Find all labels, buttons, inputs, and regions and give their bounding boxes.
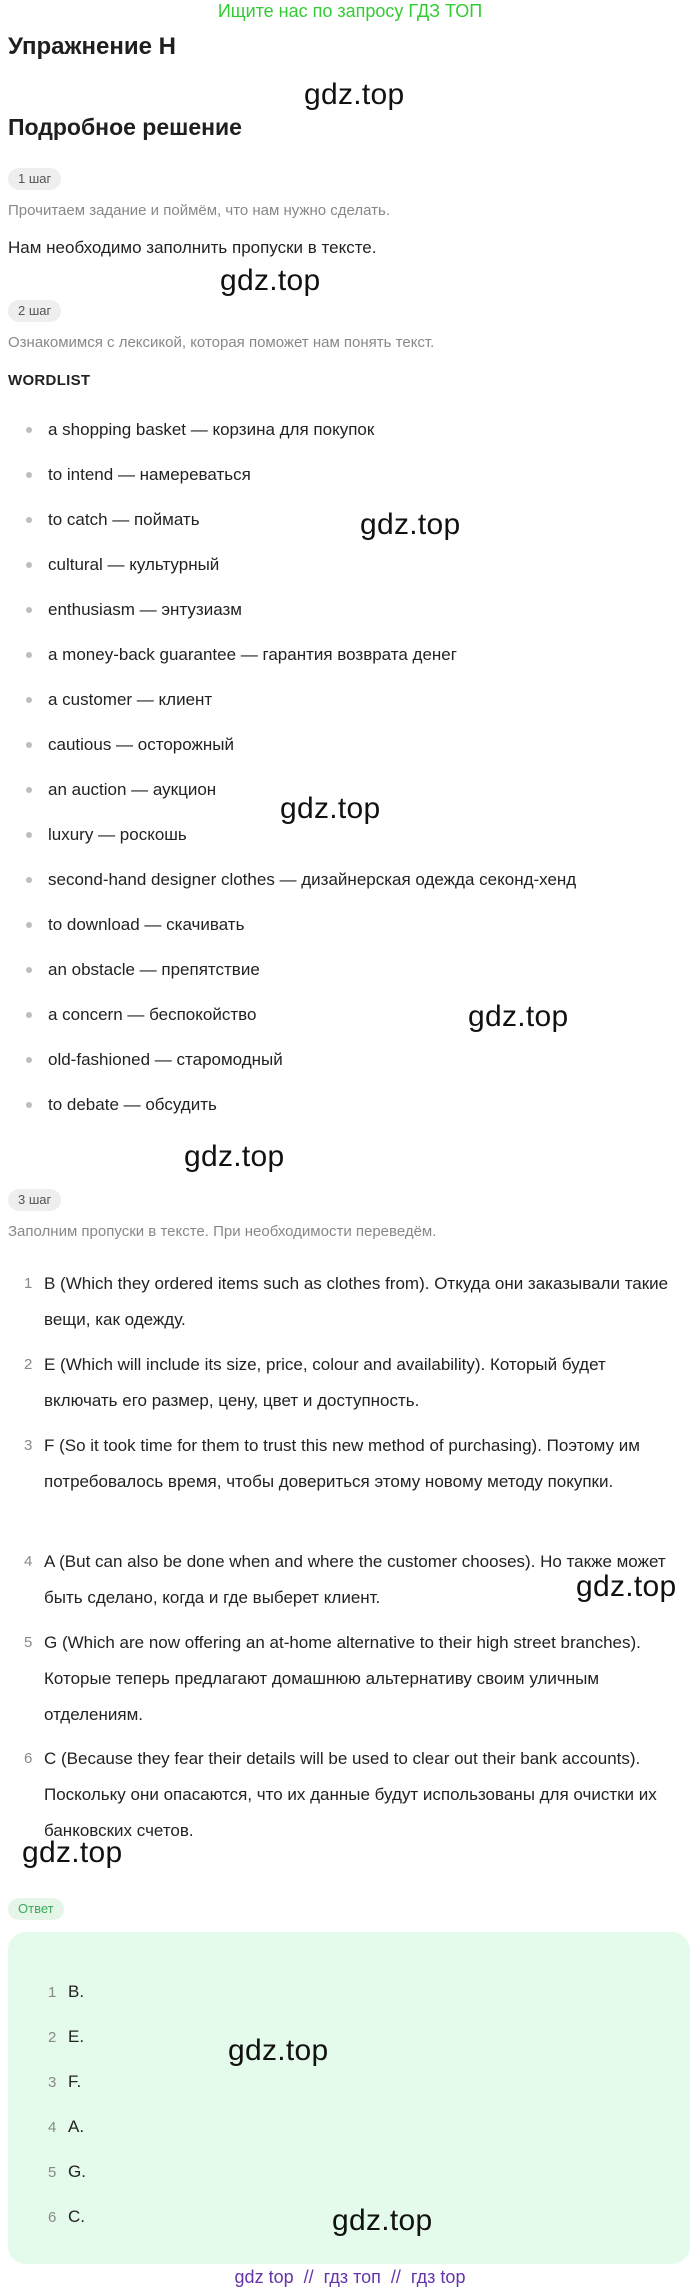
answer-value: F. [68,2072,82,2091]
item-number: 6 [48,2209,57,2226]
word-entry: a concern — беспокойство [48,1005,257,1024]
item-number: 2 [24,1356,33,1373]
bullet-icon [26,1012,32,1018]
bullet-icon [26,1057,32,1063]
watermark: gdz.top [22,1836,123,1869]
bullet-icon [26,742,32,748]
list-item [0,508,700,553]
list-item [0,418,700,463]
word-entry: old-fashioned — старомодный [48,1050,283,1069]
bullet-icon [26,517,32,523]
list-item [0,913,700,958]
word-entry: luxury — роскошь [48,825,187,844]
bullet-icon [26,472,32,478]
watermark: gdz.top [304,78,405,111]
list-item [0,868,700,913]
item-number: 4 [24,1553,33,1570]
watermark: gdz.top [220,264,321,297]
list-item [0,958,700,1003]
answer-value: C. [68,2207,85,2226]
bullet-icon [26,922,32,928]
word-entry: an obstacle — препятствие [48,960,260,979]
list-item [48,2117,84,2137]
answer-badge-label: Ответ [8,1898,64,1920]
watermark: gdz.top [184,1140,285,1173]
word-entry: a money-back guarantee — гарантия возврата денег [48,645,457,664]
watermark: gdz.top [468,1000,569,1033]
bullet-icon [26,607,32,613]
word-entry: a customer — клиент [48,690,213,709]
wordlist-title: WORDLIST [8,372,91,389]
item-text: A (But can also be done when and where the customer chooses). Но также может быть сделано, когда и где выберет клиент. [44,1552,666,1607]
bullet-icon [26,832,32,838]
list-item [48,1982,84,2002]
answer-value: B. [68,1982,85,2001]
list-item [0,823,700,868]
gap-fill-list [0,1266,700,1857]
watermark: gdz.top [360,508,461,541]
watermark: gdz.top [280,792,381,825]
list-item [0,1048,700,1093]
bullet-icon [26,1102,32,1108]
list-item [48,2207,85,2227]
answer-value: E. [68,2027,85,2046]
word-entry: cautious — осторожный [48,735,234,754]
list-item [0,688,700,733]
step-badge-label: 1 шаг [8,168,61,190]
item-number: 1 [48,1984,57,2001]
item-number: 6 [24,1750,33,1767]
step-1-text: Нам необходимо заполнить пропуски в тексте. [8,238,377,257]
item-number: 1 [24,1275,33,1292]
watermark: gdz.top [332,2204,433,2237]
list-item [0,643,700,688]
list-item [0,1003,700,1048]
step-2-hint: Ознакомимся с лексикой, которая поможет нам понять текст. [8,334,435,351]
step-1-badge [8,168,61,190]
list-item [48,2027,84,2047]
bullet-icon [26,967,32,973]
item-number: 3 [24,1437,33,1454]
word-entry: cultural — культурный [48,555,220,574]
list-item [0,463,700,508]
step-1-hint: Прочитаем задание и поймём, что нам нужно сделать. [8,202,391,219]
word-entry: a shopping basket — корзина для покупок [48,420,375,439]
solution-title: Подробное решение [8,114,242,140]
list-item [0,1625,700,1741]
list-item [0,1347,700,1428]
bullet-icon [26,877,32,883]
item-text: G (Which are now offering an at-home alternative to their high street branches). Которые теперь предлагают домашнюю альтернативу своим уличным отделениям. [44,1633,641,1724]
item-text: C (Because they fear their details will be used to clear out their bank accounts). Поскольку они опасаются, что их данные будут использованы для очистки их банковских счетов. [44,1749,657,1840]
answer-badge [8,1898,64,1920]
top-banner: Ищите нас по запросу ГДЗ ТОП [217,1,483,21]
list-item [48,2072,81,2092]
word-entry: enthusiasm — энтузиазм [48,600,242,619]
item-text: F (So it took time for them to trust this new method of purchasing). Поэтому им потребовалось время, чтобы довериться этому новому методу покупки. [44,1436,640,1491]
watermark: gdz.top [228,2034,329,2067]
bullet-icon [26,652,32,658]
item-number: 5 [24,1634,33,1651]
list-item [0,553,700,598]
item-number: 2 [48,2029,57,2046]
step-badge-label: 2 шаг [8,300,61,322]
item-text: E (Which will include its size, price, colour and availability). Который будет включать его размер, цену, цвет и доступность. [44,1355,606,1410]
step-3-hint: Заполним пропуски в тексте. При необходимости переведём. [8,1223,437,1240]
item-number: 4 [48,2119,57,2136]
bottom-banner: gdz top // гдз топ // гдз top [234,2267,466,2287]
bullet-icon [26,787,32,793]
list-item [0,598,700,643]
item-number: 5 [48,2164,57,2181]
list-item [0,1093,700,1138]
wordlist [0,418,700,1138]
step-2-badge [8,300,61,322]
list-item [48,2162,86,2182]
word-entry: second-hand designer clothes — дизайнерская одежда секонд-хенд [48,870,577,889]
watermark: gdz.top [576,1570,677,1603]
item-text: B (Which they ordered items such as clothes from). Откуда они заказывали такие вещи, как одежду. [44,1274,669,1329]
list-item [0,1266,700,1347]
list-item [0,733,700,778]
bullet-icon [26,427,32,433]
step-3-badge [8,1189,61,1211]
answer-value: A. [68,2117,85,2136]
list-item [0,1428,700,1544]
bullet-icon [26,697,32,703]
step-badge-label: 3 шаг [8,1189,61,1211]
exercise-title: Упражнение H [8,33,176,60]
word-entry: to download — скачивать [48,915,245,934]
answer-value: G. [68,2162,86,2181]
bullet-icon [26,562,32,568]
word-entry: to debate — обсудить [48,1095,217,1114]
word-entry: an auction — аукцион [48,780,217,799]
word-entry: to intend — намереваться [48,465,251,484]
word-entry: to catch — поймать [48,510,200,529]
item-number: 3 [48,2074,57,2091]
